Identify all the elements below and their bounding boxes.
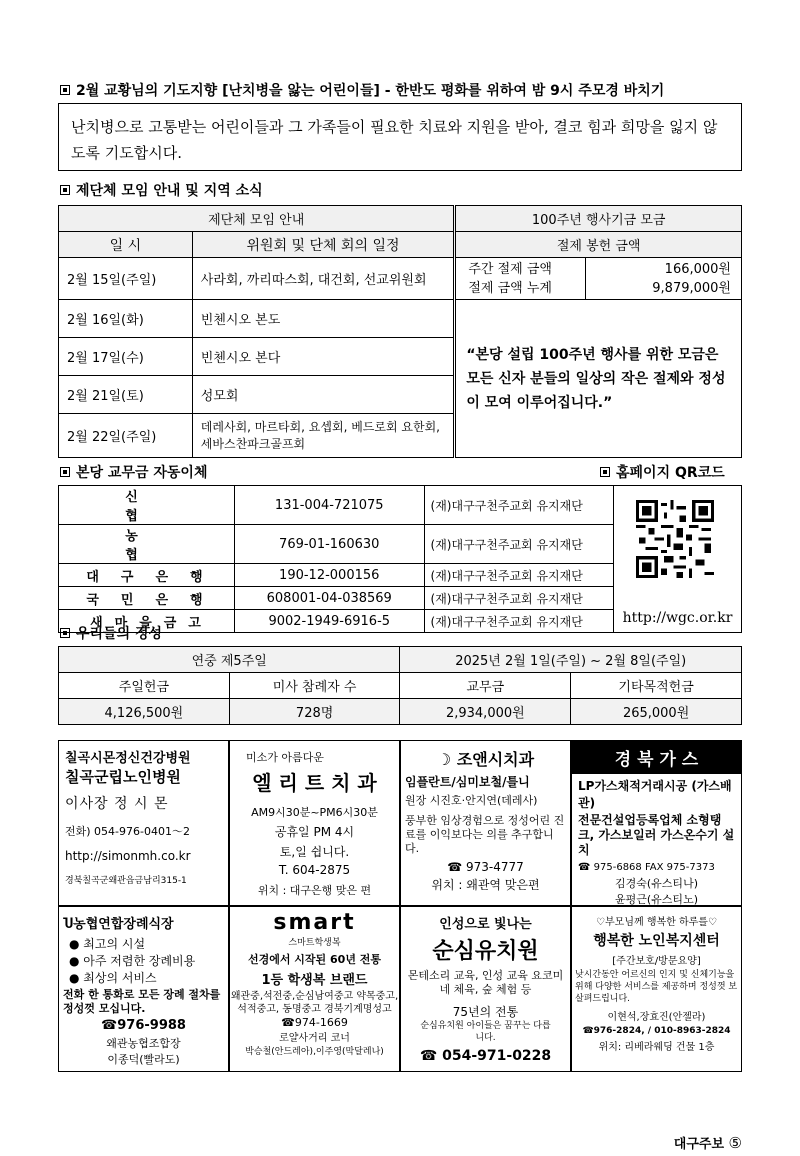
ad-sunsim-kindergarten: 인성으로 빛나는 순심유치원 몬테소리 교육, 인성 교육 요코미네 체육, 숲 체험 등 75년의 전통 순심유치원 아이들은 꿈꾸는 다릅니다. ☎ 054-971-0228 bbox=[400, 906, 571, 1072]
qr-title: 홈페이지 QR코드 bbox=[600, 462, 725, 482]
fund-subtitle: 절제 봉헌 금액 bbox=[455, 232, 742, 258]
transfer-section-title: 본당 교무금 자동이체 bbox=[60, 462, 207, 482]
bank-account[interactable]: 608001-04-038569 bbox=[234, 587, 424, 610]
square-bullet-icon bbox=[60, 467, 70, 477]
meeting-desc: 데레사회, 마르타회, 요셉회, 베드로회 요한회, 세바스찬파크골프회 bbox=[192, 414, 455, 458]
account-holder: (재)대구구천주교회 유지재단 bbox=[424, 564, 614, 587]
bank-name: 신협 bbox=[59, 486, 235, 525]
offering-header: 교무금 bbox=[400, 673, 571, 699]
homepage-url[interactable]: http://wgc.or.kr bbox=[622, 610, 733, 626]
bank-name: 대구은행 bbox=[59, 564, 235, 587]
ad-elite-dental: 미소가 아름다운 엘 리 트 치 과 AM9시30분~PM6시30분 공휴일 PM 4시 토,일 쉽니다. T. 604-2875 위치 : 대구은행 맞은 편 bbox=[229, 740, 400, 906]
prayer-text: 난치병으로 고통받는 어린이들과 그 가족들이 필요한 치료와 지원을 받아, 결코 힘과 희망을 잃지 않도록 기도합시다. bbox=[71, 118, 718, 162]
col-meeting: 위원회 및 단체 회의 일정 bbox=[192, 232, 455, 258]
offering-header: 기타목적헌금 bbox=[571, 673, 742, 699]
bank-account[interactable]: 769-01-160630 bbox=[234, 525, 424, 564]
bank-account[interactable]: 131-004-721075 bbox=[234, 486, 424, 525]
fund-values: 166,000원 9,879,000원 bbox=[586, 258, 742, 300]
offering-week: 연중 제5주일 bbox=[59, 647, 400, 673]
ad-joan-dental: ☽ 조앤시치과 임플란트/심미보철/틀니 원장 시진호·안지연(데레사) 풍부한 임상경험으로 정성어린 진료를 이익보다는 의를 추구합니다. ☎ 973-4777 위치 : 왜관역 맞은편 bbox=[400, 740, 571, 906]
groups-table-title: 제단체 모임 안내 bbox=[59, 206, 455, 232]
ad-senior-welfare-center: ♡부모님께 행복한 하루를♡ 행복한 노인복지센터 [주간보호/방문요양] 낮시간동안 어르신의 인지 및 신체기능을 위해 다양한 서비스를 제공하며 정성껏 보살펴드립니다. 이현석,장효진(안젤라) ☎976-2824, / 010-8963-2824 위치: 리베라웨딩 건물 1층 bbox=[571, 906, 742, 1072]
meeting-date: 2월 22일(주일) bbox=[59, 414, 193, 458]
leaf-logo-icon: Ⴎ bbox=[63, 917, 74, 932]
square-bullet-icon bbox=[60, 185, 70, 195]
meeting-date: 2월 16일(화) bbox=[59, 300, 193, 338]
ad-funeral-hall: Ⴎ농협연합장례식장 ● 최고의 시설 ● 아주 저렴한 장례비용 ● 최상의 서비스 전화 한 통화로 모든 장례 절차를 정성껏 모십니다. ☎976-9988 왜관농협조합장 이종덕(빨라도) bbox=[58, 906, 229, 1072]
meeting-date: 2월 15일(주일) bbox=[59, 258, 193, 300]
bank-account[interactable]: 9002-1949-6916-5 bbox=[234, 610, 424, 633]
qr-code-icon[interactable] bbox=[636, 500, 714, 578]
bank-account[interactable]: 190-12-000156 bbox=[234, 564, 424, 587]
offering-value: 728명 bbox=[229, 699, 400, 725]
fund-labels: 주간 절제 금액 절제 금액 누계 bbox=[455, 258, 586, 300]
dental-logo-icon: ☽ bbox=[436, 750, 452, 769]
square-bullet-icon bbox=[60, 628, 70, 638]
fund-note: “본당 설립 100주년 행사를 위한 모금은 모든 신자 분들의 일상의 작은 절제와 정성이 모여 이루어집니다.” bbox=[455, 300, 742, 458]
square-bullet-icon bbox=[60, 85, 70, 95]
offering-value: 4,126,500원 bbox=[59, 699, 230, 725]
page-footer: 대구주보 ⑤ bbox=[673, 1134, 742, 1152]
account-holder: (재)대구구천주교회 유지재단 bbox=[424, 587, 614, 610]
offering-section-title: 우리들의 정성 bbox=[60, 623, 162, 643]
square-bullet-icon bbox=[600, 467, 610, 477]
bank-name: 새마을금고 bbox=[59, 610, 235, 633]
prayer-box bbox=[58, 103, 742, 171]
bank-name: 국민은행 bbox=[59, 587, 235, 610]
fund-title: 100주년 행사기금 모금 bbox=[455, 206, 742, 232]
meeting-desc: 사라회, 까리따스회, 대건회, 선교위원회 bbox=[192, 258, 455, 300]
ad-gyeongbuk-gas: 경 북 가 스 LP가스채적거래시공 (가스배관) 전문건설업등록업체 소형탱크, 가스보일러 가스온수기 설치 ☎ 975-6868 FAX 975-7373 김경숙(유스티나) 윤평근(유스티노) bbox=[571, 740, 742, 906]
page-number: ⑤ bbox=[728, 1134, 742, 1152]
groups-section-title: 제단체 모임 안내 및 지역 소식 bbox=[60, 180, 263, 200]
groups-table bbox=[58, 205, 742, 458]
offering-value: 265,000원 bbox=[571, 699, 742, 725]
account-holder: (재)대구구천주교회 유지재단 bbox=[424, 610, 614, 633]
meeting-desc: 성모회 bbox=[192, 376, 455, 414]
ad-simon-hospital: 칠곡시몬정신건강병원 칠곡군립노인병원 이사장 정 시 몬 전화) 054-976-0401～2 http://simonmh.co.kr 경북칠곡군왜관읍금남리315-1 bbox=[58, 740, 229, 906]
bank-name: 농협 bbox=[59, 525, 235, 564]
col-date: 일 시 bbox=[59, 232, 193, 258]
meeting-date: 2월 17일(수) bbox=[59, 338, 193, 376]
account-holder: (재)대구구천주교회 유지재단 bbox=[424, 525, 614, 564]
meeting-desc: 빈첸시오 본도 bbox=[192, 300, 455, 338]
account-holder: (재)대구구천주교회 유지재단 bbox=[424, 486, 614, 525]
offering-table bbox=[58, 646, 742, 725]
offering-period: 2025년 2월 1일(주일) ~ 2월 8일(주일) bbox=[400, 647, 742, 673]
offering-header: 미사 참례자 수 bbox=[229, 673, 400, 699]
prayer-header: 2월 교황님의 기도지향 [난치병을 앓는 어린이들] - 한반도 평화를 위하여 밤 9시 주모경 바치기 bbox=[60, 80, 664, 100]
ad-smart-uniform: smart 스마트학생복 선경에서 시작된 60년 전통 1등 학생복 브랜드 왜관중,석전중,순심남여중고 약목중고, 석적중고, 동명중고 경북기계명성고 ☎974-1669 로얄사거리 코너 박승철(안드레아),이주영(막달레나) bbox=[229, 906, 400, 1072]
meeting-date: 2월 21일(토) bbox=[59, 376, 193, 414]
offering-header: 주일헌금 bbox=[59, 673, 230, 699]
meeting-desc: 빈첸시오 본다 bbox=[192, 338, 455, 376]
offering-value: 2,934,000원 bbox=[400, 699, 571, 725]
